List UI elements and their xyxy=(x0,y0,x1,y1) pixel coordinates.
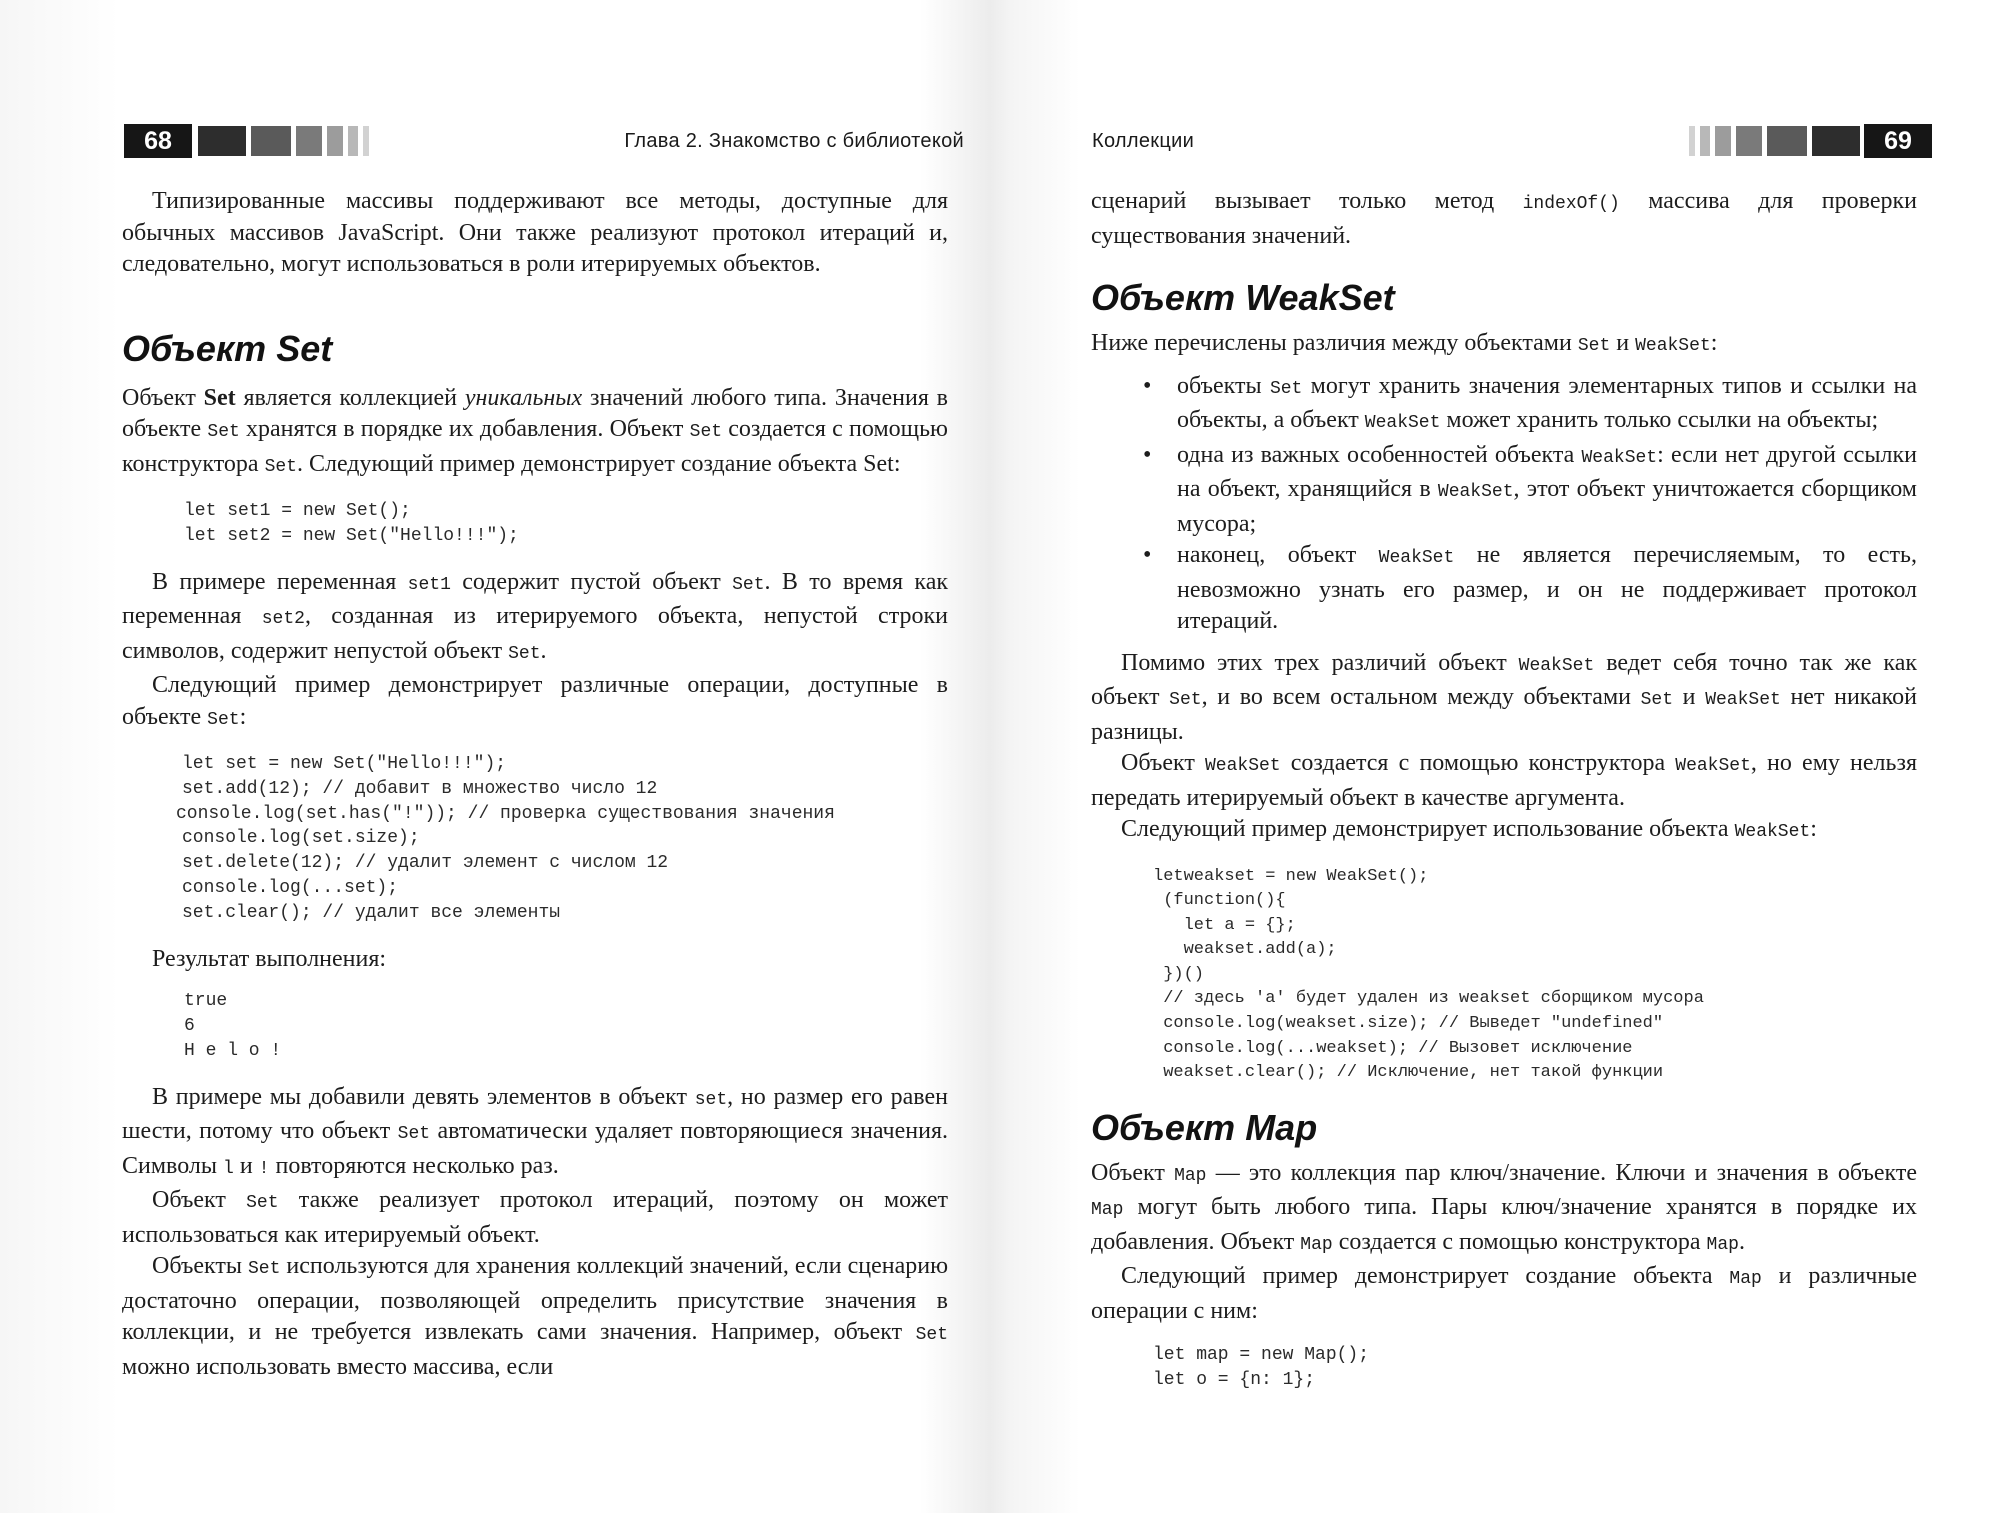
code-line: set.add(12); // добавит в множество число 12 xyxy=(182,778,658,799)
page-number: 68 xyxy=(124,124,192,158)
code-line: let set1 = new Set(); xyxy=(184,501,411,521)
code-block-set-operations xyxy=(176,752,948,926)
running-head-left xyxy=(124,124,964,160)
set-definition-paragraph: Объект Set является коллекцией уникальных значений любого типа. Значения в объекте Set хранятся в порядке их добавления. Объект Set создается с помощью конструктора Set. Следующий пример демонстрирует создание объекта Set: xyxy=(122,384,948,477)
code-line: console.log(weakset.size); // Выведет "undefined" xyxy=(1153,1014,1664,1034)
code-line: let a = {}; xyxy=(1153,915,1296,935)
map-paragraph-1: Объект Map — это коллекция пар ключ/значение. Ключи и значения в объекте Map могут быть любого типа. Пары ключ/значение хранятся в порядке их добавления. Объект Map создается с помощью конструктора Map. xyxy=(1091,1159,1917,1255)
continuation-paragraph: сценарий вызывает только метод indexOf() массива для проверки существования значений. xyxy=(1091,188,1917,249)
explain-paragraph-1: В примере переменная set1 содержит пустой объект Set. В то время как переменная set2, созданная из итерируемого объекта, непустой строки символов, содержит непустой объект Set. xyxy=(122,568,949,664)
code-line: let o = {n: 1}; xyxy=(1153,1370,1316,1391)
code-line: set.clear(); // удалит все элементы xyxy=(182,902,561,923)
code-block-map xyxy=(1153,1343,1917,1393)
right-page xyxy=(1000,0,2000,1513)
explain-paragraph-2: Следующий пример демонстрирует различные операции, доступные в объекте Set: xyxy=(122,672,948,730)
code-line: console.log(set.size); xyxy=(182,828,420,849)
map-paragraph-2: Следующий пример демонстрирует создание объекта Map и различные операции с ним: xyxy=(1091,1263,1917,1324)
weakset-paragraph-1: Помимо этих трех различий объект WeakSet ведет себя точно так же как объект Set, и во всем остальном между объектами Set и WeakSet нет никакой разницы. xyxy=(1091,649,1918,745)
list-item: • одна из важных особенностей объекта WeakSet: если нет другой ссылки на объект, хранящийся в WeakSet, этот объект уничтожается сборщиком мусора; xyxy=(1091,440,1917,541)
output-line: 6 xyxy=(184,1015,195,1036)
output-line: true xyxy=(184,991,228,1012)
header-bars-decoration xyxy=(1689,126,1860,156)
code-line: let set2 = new Set("Hello!!!"); xyxy=(184,525,519,546)
explain-paragraph-5: Объекты Set используются для хранения коллекций значений, если сценарию достаточно операции, позволяющей определить присутствие значения в коллекции, и не требуется извлекать сами значения. Например, объект Set можно использовать вместо массива, если xyxy=(122,1253,948,1380)
section-title-weakset: Объект WeakSet xyxy=(1091,277,1395,318)
code-line: console.log(...weakset); // Вызовет исключение xyxy=(1153,1038,1633,1058)
code-line: set.delete(12); // удалит элемент с числом 12 xyxy=(182,853,669,874)
list-item: • наконец, объект WeakSet не является перечисляемым, то есть, невозможно узнать его размер, и он не поддерживает протокол итераций. xyxy=(1091,540,1917,638)
code-block-weakset xyxy=(1153,865,1917,1086)
code-line: let set = new Set("Hello!!!"); xyxy=(182,754,507,775)
explain-paragraph-4: Объект Set также реализует протокол итераций, поэтому он может использоваться как итерируемый объект. xyxy=(122,1187,948,1248)
code-line: // здесь 'a' будет удален из weakset сборщиком мусора xyxy=(1153,989,1704,1009)
section-title-map: Объект Map xyxy=(1091,1106,1318,1148)
differences-list xyxy=(1091,371,1917,638)
list-item: • объекты Set могут хранить значения элементарных типов и ссылки на объекты, а объект WeakSet может хранить только ссылки на объекты; xyxy=(1091,371,1917,440)
weakset-paragraph-3: Следующий пример демонстрирует использование объекта WeakSet: xyxy=(1121,816,1817,842)
code-line: let map = new Map(); xyxy=(1153,1345,1370,1366)
intro-paragraph: Типизированные массивы поддерживают все методы, доступные для обычных массивов JavaScript. Они также реализуют протокол итераций и, следовательно, могут использоваться в роли итерируемых объектов. xyxy=(122,188,948,277)
running-head-title: Коллекции xyxy=(1092,130,1195,152)
code-line: })() xyxy=(1153,964,1205,984)
explain-paragraph-3: В примере мы добавили девять элементов в объект set, но размер его равен шести, потому что объект Set автоматически удаляет повторяющиеся значения. Символы l и ! повторяются несколько раз. xyxy=(122,1083,948,1179)
code-line: letweakset = new WeakSet(); xyxy=(1153,866,1429,886)
weakset-intro: Ниже перечислены различия между объектами Set и WeakSet: xyxy=(1091,330,1718,356)
code-line: console.log(...set); xyxy=(182,878,399,899)
page-number: 69 xyxy=(1864,124,1932,158)
running-head-right xyxy=(1092,124,1932,160)
code-line: console.log(set.has("!")); // проверка существования значения xyxy=(176,803,835,824)
section-title-set: Объект Set xyxy=(122,327,333,369)
code-line: (function(){ xyxy=(1153,891,1286,911)
result-label: Результат выполнения: xyxy=(152,945,387,972)
header-bars-decoration xyxy=(198,126,369,156)
code-block-output xyxy=(184,989,948,1063)
left-column xyxy=(122,186,948,1383)
output-line: H e l o ! xyxy=(184,1040,282,1061)
weakset-paragraph-2: Объект WeakSet создается с помощью конструктора WeakSet, но ему нельзя передать итерируемый объект в качестве аргумента. xyxy=(1091,750,1917,811)
code-line: weakset.add(a); xyxy=(1153,940,1337,960)
code-line: weakset.clear(); // Исключение, нет такой функции xyxy=(1153,1063,1664,1083)
code-block-set-create xyxy=(184,499,948,549)
running-head-title: Глава 2. Знакомство с библиотекой xyxy=(624,130,964,152)
right-column xyxy=(1091,186,1917,1393)
